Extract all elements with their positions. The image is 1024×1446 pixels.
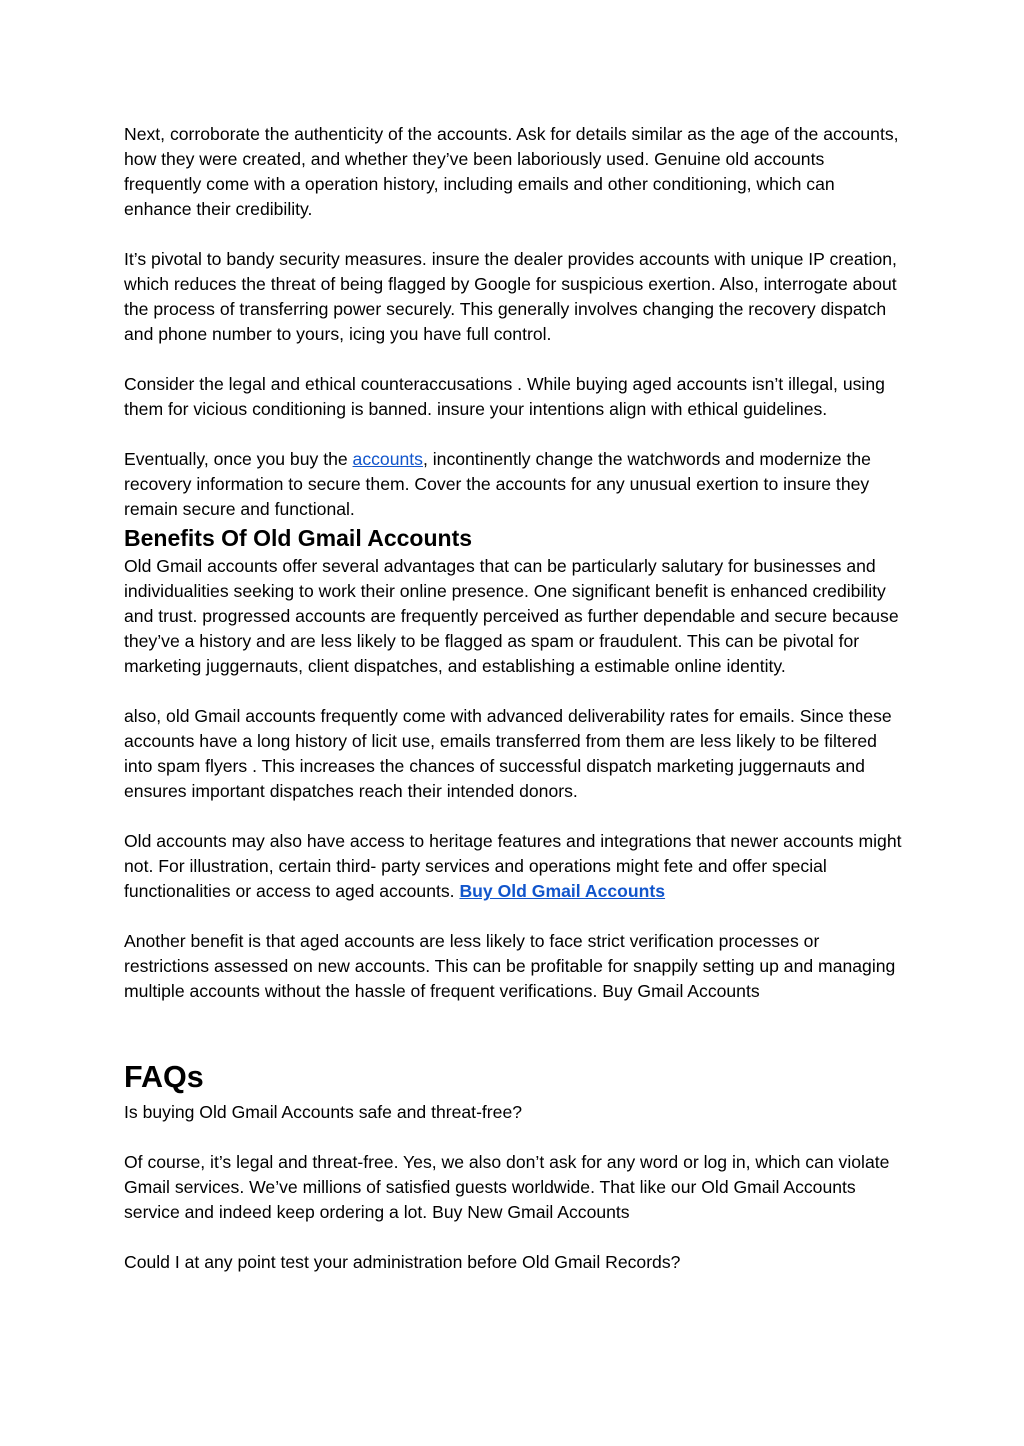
document-page	[124, 122, 904, 1275]
paragraph-verify-authenticity: Next, corroborate the authenticity of the accounts. Ask for details similar as the age of the accounts, how they were created, and whether they’ve been laboriously used. Genuine old accounts frequently come with a operation history, including emails and other conditioning, which can enhance their credibility.	[124, 124, 899, 219]
paragraph-security-measures: It’s pivotal to bandy security measures. insure the dealer provides accounts with unique IP creation, which reduces the threat of being flagged by Google for suspicious exertion. Also, interrogate about the process of transferring power securely. This generally involves changing the recovery dispatch and phone number to yours, icing you have full control.	[124, 249, 897, 344]
benefits-heading: Benefits Of Old Gmail Accounts	[124, 525, 473, 551]
paragraph-benefit-verification: Another benefit is that aged accounts are less likely to face strict verification processes or restrictions assessed on new accounts. This can be profitable for snappily setting up and managing multiple accounts without the hassle of frequent verifications. Buy Gmail Accounts	[124, 931, 896, 1001]
faq-question-2: Could I at any point test your administration before Old Gmail Records?	[124, 1252, 681, 1272]
paragraph-change-passwords-start: Eventually, once you buy the	[124, 449, 353, 469]
faqs-heading: FAQs	[124, 1060, 204, 1094]
paragraph-benefit-heritage	[124, 829, 904, 904]
paragraph-legal-ethical: Consider the legal and ethical counteraccusations . While buying aged accounts isn’t illegal, using them for vicious conditioning is banned. insure your intentions align with ethical guidelines.	[124, 374, 885, 419]
paragraph-change-passwords	[124, 447, 904, 522]
paragraph-benefit-heritage-text: Old accounts may also have access to heritage features and integrations that newer accounts might not. For illustration, certain third- party services and operations might fete and offer special functionalities or access to aged accounts.	[124, 831, 902, 901]
accounts-link[interactable]: accounts	[352, 449, 423, 469]
paragraph-change-passwords-end: , incontinently change the watchwords and modernize the recovery information to secure them. Cover the accounts for any unusual exertion to insure they remain secure and functional.	[124, 449, 871, 519]
buy-old-gmail-accounts-link[interactable]: Buy Old Gmail Accounts	[459, 881, 666, 901]
faq-answer-1: Of course, it’s legal and threat-free. Yes, we also don’t ask for any word or log in, which can violate Gmail services. We’ve millions of satisfied guests worldwide. That like our Old Gmail Accounts service and indeed keep ordering a lot. Buy New Gmail Accounts	[124, 1152, 890, 1222]
paragraph-benefit-deliverability: also, old Gmail accounts frequently come with advanced deliverability rates for emails. Since these accounts have a long history of licit use, emails transferred from them are less likely to be filtered into spam flyers . This increases the chances of successful dispatch marketing juggernauts and ensures important dispatches reach their intended donors.	[124, 706, 892, 801]
paragraph-benefit-credibility: Old Gmail accounts offer several advantages that can be particularly salutary for businesses and individualities seeking to work their online presence. One significant benefit is enhanced credibility and trust. progressed accounts are frequently perceived as further dependable and secure because they’ve a history and are less likely to be flagged as spam or fraudulent. This can be pivotal for marketing juggernauts, client dispatches, and establishing a estimable online identity.	[124, 556, 899, 676]
faq-question-1: Is buying Old Gmail Accounts safe and threat-free?	[124, 1102, 523, 1122]
